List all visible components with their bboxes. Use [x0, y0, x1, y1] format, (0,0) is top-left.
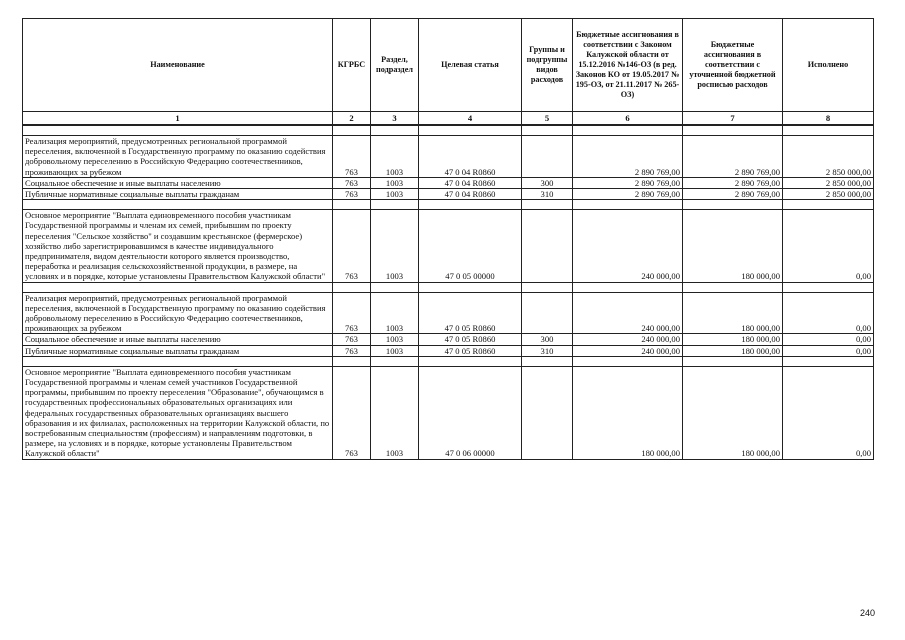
spacer-cell	[23, 282, 333, 292]
page-number: 240	[859, 608, 875, 618]
cell-group: 310	[522, 345, 573, 356]
table-row	[23, 292, 874, 334]
col-header-section: Раздел, подраздел	[371, 19, 419, 112]
cell-executed: 0,00	[783, 345, 874, 356]
cell-kgrbs: 763	[333, 177, 371, 188]
column-number: 3	[371, 112, 419, 126]
cell-refined: 180 000,00	[683, 334, 783, 345]
cell-refined: 2 890 769,00	[683, 189, 783, 200]
spacer-cell	[371, 282, 419, 292]
cell-group	[522, 366, 573, 459]
cell-name: Социальное обеспечение и иные выплаты населению	[23, 177, 333, 188]
column-number: 2	[333, 112, 371, 126]
cell-section: 1003	[371, 177, 419, 188]
cell-law: 240 000,00	[573, 345, 683, 356]
spacer-cell	[522, 356, 573, 366]
cell-group	[522, 136, 573, 178]
cell-refined: 180 000,00	[683, 292, 783, 334]
col-header-name: Наименование	[23, 19, 333, 112]
spacer-cell	[419, 125, 522, 136]
cell-target: 47 0 05 R0860	[419, 334, 522, 345]
cell-name: Публичные нормативные социальные выплаты гражданам	[23, 345, 333, 356]
budget-table	[22, 18, 874, 460]
cell-kgrbs: 763	[333, 189, 371, 200]
spacer-cell	[371, 200, 419, 210]
row-spacer	[23, 356, 874, 366]
spacer-cell	[23, 200, 333, 210]
cell-executed: 0,00	[783, 210, 874, 282]
cell-section: 1003	[371, 345, 419, 356]
spacer-cell	[783, 200, 874, 210]
table-row	[23, 345, 874, 356]
cell-executed: 2 850 000,00	[783, 189, 874, 200]
cell-name: Социальное обеспечение и иные выплаты населению	[23, 334, 333, 345]
cell-law: 2 890 769,00	[573, 189, 683, 200]
cell-kgrbs: 763	[333, 334, 371, 345]
spacer-cell	[522, 200, 573, 210]
col-header-budget-law: Бюджетные ассигнования в соответствии с Законом Калужской области от 15.12.2016 №146-ОЗ (в ред. Законов КО от 19.05.2017 № 195-ОЗ, от 21.11.2017 № 265-ОЗ)	[573, 19, 683, 112]
cell-target: 47 0 04 R0860	[419, 177, 522, 188]
column-number-row	[23, 112, 874, 126]
column-number: 8	[783, 112, 874, 126]
cell-name: Основное мероприятие "Выплата единовременного пособия участникам Государственной программы и членам семей участников Государственной программы, прибывшим по проекту переселения "Образование", обучающимся в государственных профессиональных образовательных организациях или федеральных государственных образовательных организациях высшего образования и их филиалах, расположенных на территории Калужской области, по востребованным специальностям (профессиям) и направлениям подготовки, в размере, на условиях и в порядке, которые установлены Правительством Калужской области"	[23, 366, 333, 459]
spacer-cell	[23, 356, 333, 366]
cell-group	[522, 210, 573, 282]
col-header-kgrbs: КГРБС	[333, 19, 371, 112]
spacer-cell	[333, 200, 371, 210]
cell-kgrbs: 763	[333, 210, 371, 282]
cell-target: 47 0 05 R0860	[419, 345, 522, 356]
cell-section: 1003	[371, 189, 419, 200]
cell-executed: 0,00	[783, 334, 874, 345]
budget-table-sheet	[22, 18, 873, 460]
spacer-cell	[371, 356, 419, 366]
spacer-cell	[783, 356, 874, 366]
cell-name: Реализация мероприятий, предусмотренных региональной программой переселения, включенной в Государственную программу по оказанию содействия добровольному переселению в Российскую Федерацию соотечественников, проживающих за рубежом	[23, 292, 333, 334]
cell-name: Основное мероприятие "Выплата единовременного пособия участникам Государственной программы и членам их семей, прибывшим по проекту переселения "Сельское хозяйство" и создавшим крестьянское (фермерское) хозяйство либо зарегистрировавшимся в качестве индивидуального предпринимателя, видом деятельности которого является производство, переработка и реализация сельскохозяйственной продукции, в размере, на условиях и в порядке, которые установлены Правительством Калужской области"	[23, 210, 333, 282]
spacer-cell	[683, 200, 783, 210]
spacer-cell	[333, 125, 371, 136]
cell-law: 240 000,00	[573, 292, 683, 334]
cell-refined: 180 000,00	[683, 366, 783, 459]
col-header-executed: Исполнено	[783, 19, 874, 112]
cell-kgrbs: 763	[333, 292, 371, 334]
spacer-cell	[522, 282, 573, 292]
spacer-cell	[783, 282, 874, 292]
cell-executed: 0,00	[783, 292, 874, 334]
table-row	[23, 210, 874, 282]
cell-law: 2 890 769,00	[573, 136, 683, 178]
spacer-cell	[23, 125, 333, 136]
cell-section: 1003	[371, 366, 419, 459]
row-spacer	[23, 125, 874, 136]
header-row	[23, 19, 874, 112]
spacer-cell	[419, 356, 522, 366]
table-row	[23, 177, 874, 188]
spacer-cell	[333, 282, 371, 292]
cell-kgrbs: 763	[333, 345, 371, 356]
cell-law: 240 000,00	[573, 334, 683, 345]
cell-section: 1003	[371, 292, 419, 334]
cell-target: 47 0 04 R0860	[419, 136, 522, 178]
row-spacer	[23, 282, 874, 292]
cell-group	[522, 292, 573, 334]
cell-kgrbs: 763	[333, 366, 371, 459]
spacer-cell	[683, 356, 783, 366]
cell-refined: 2 890 769,00	[683, 177, 783, 188]
cell-target: 47 0 04 R0860	[419, 189, 522, 200]
cell-group: 300	[522, 177, 573, 188]
table-row	[23, 334, 874, 345]
spacer-cell	[419, 282, 522, 292]
spacer-cell	[522, 125, 573, 136]
cell-target: 47 0 06 00000	[419, 366, 522, 459]
table-row	[23, 366, 874, 459]
column-number: 6	[573, 112, 683, 126]
cell-target: 47 0 05 00000	[419, 210, 522, 282]
cell-executed: 2 850 000,00	[783, 136, 874, 178]
cell-refined: 180 000,00	[683, 210, 783, 282]
cell-name: Публичные нормативные социальные выплаты гражданам	[23, 189, 333, 200]
cell-kgrbs: 763	[333, 136, 371, 178]
table-body	[23, 125, 874, 459]
cell-group: 310	[522, 189, 573, 200]
cell-target: 47 0 05 R0860	[419, 292, 522, 334]
spacer-cell	[683, 125, 783, 136]
spacer-cell	[419, 200, 522, 210]
cell-law: 2 890 769,00	[573, 177, 683, 188]
cell-refined: 180 000,00	[683, 345, 783, 356]
column-number: 1	[23, 112, 333, 126]
spacer-cell	[683, 282, 783, 292]
cell-section: 1003	[371, 210, 419, 282]
cell-executed: 2 850 000,00	[783, 177, 874, 188]
spacer-cell	[333, 356, 371, 366]
column-number: 7	[683, 112, 783, 126]
column-number: 4	[419, 112, 522, 126]
table-row	[23, 136, 874, 178]
spacer-cell	[573, 356, 683, 366]
cell-name: Реализация мероприятий, предусмотренных региональной программой переселения, включенной в Государственную программу по оказанию содействия добровольному переселению в Российскую Федерацию соотечественников, проживающих за рубежом	[23, 136, 333, 178]
spacer-cell	[573, 282, 683, 292]
cell-law: 240 000,00	[573, 210, 683, 282]
row-spacer	[23, 200, 874, 210]
cell-refined: 2 890 769,00	[683, 136, 783, 178]
spacer-cell	[371, 125, 419, 136]
cell-section: 1003	[371, 334, 419, 345]
spacer-cell	[573, 125, 683, 136]
spacer-cell	[783, 125, 874, 136]
col-header-budget-refined: Бюджетные ассигнования в соответствии с уточненной бюджетной росписью расходов	[683, 19, 783, 112]
col-header-groups: Группы и подгруппы видов расходов	[522, 19, 573, 112]
table-row	[23, 189, 874, 200]
spacer-cell	[573, 200, 683, 210]
cell-executed: 0,00	[783, 366, 874, 459]
cell-law: 180 000,00	[573, 366, 683, 459]
column-number: 5	[522, 112, 573, 126]
col-header-target: Целевая статья	[419, 19, 522, 112]
cell-group: 300	[522, 334, 573, 345]
cell-section: 1003	[371, 136, 419, 178]
